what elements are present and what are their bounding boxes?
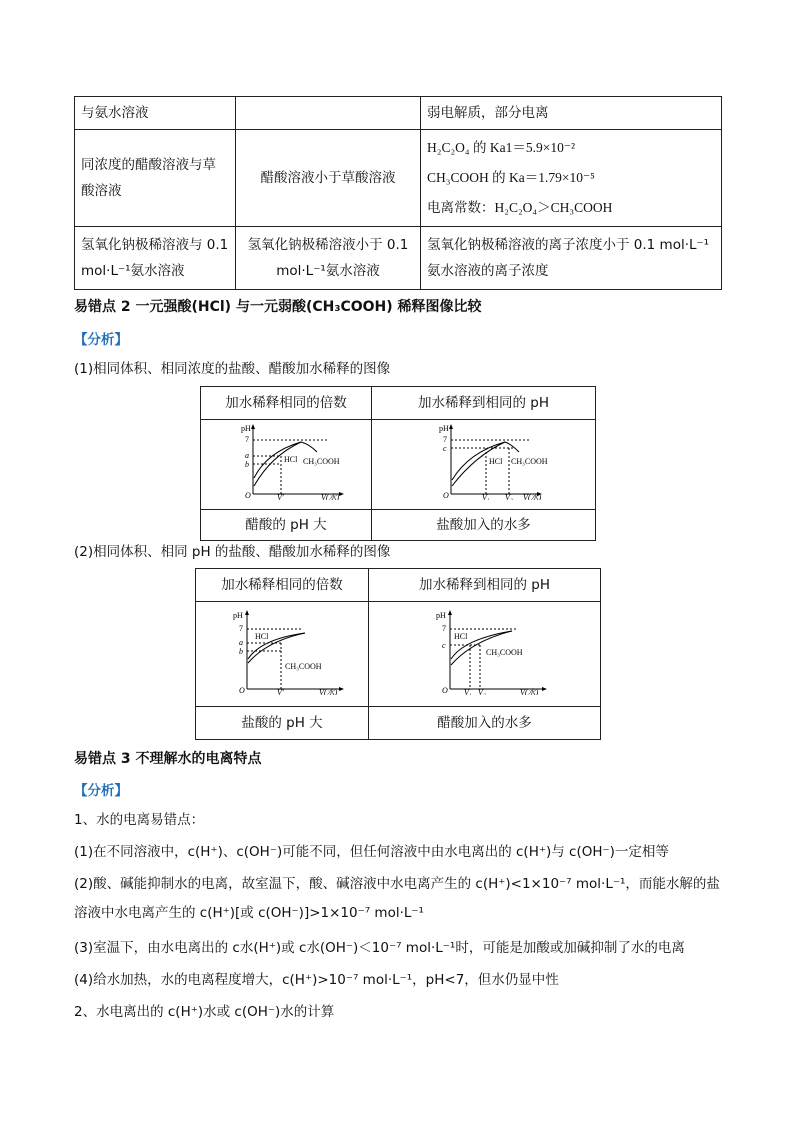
table-cell: 氢氧化钠极稀溶液的离子浓度小于 0.1 mol·L⁻¹氨水溶液的离子浓度 <box>421 227 722 290</box>
graph-table-1 <box>200 386 596 541</box>
dilution-graph <box>221 420 351 500</box>
analysis-label: 【分析】 <box>74 332 128 348</box>
series-label: HCl <box>488 457 502 466</box>
tick-label: V₁ <box>481 493 490 500</box>
series-label: HCl <box>284 455 298 464</box>
table-row <box>75 227 722 290</box>
ka-cell <box>421 130 722 227</box>
table-cell: 与氨水溶液 <box>75 97 236 130</box>
subsection-title: (2)相同体积、相同 pH 的盐酸、醋酸加水稀释的图像 <box>74 544 391 560</box>
origin-label: O <box>441 685 448 695</box>
graph-cell <box>372 420 596 510</box>
section-title: 易错点 2 一元强酸(HCl) 与一元弱酸(CH₃COOH) 稀释图像比较 <box>74 299 482 315</box>
series-label: CH₃COOH <box>485 647 523 657</box>
caption-cell: 盐酸的 pH 大 <box>196 707 369 740</box>
header-cell: 加水稀释到相同的 pH <box>372 387 596 420</box>
series-label: HCl <box>255 631 269 641</box>
ka-line: 电离常数：H₂C₂O₄＞CH₃COOH <box>427 200 613 215</box>
table-cell: 弱电解质，部分电离 <box>421 97 722 130</box>
tick-label: 7 <box>441 623 446 633</box>
axis-label: pH <box>233 610 243 620</box>
header-cell: 加水稀释相同的倍数 <box>201 387 372 420</box>
dilution-graph <box>420 605 550 695</box>
tick-label: b <box>239 646 243 656</box>
subsection-title: (1)相同体积、相同浓度的盐酸、醋酸加水稀释的图像 <box>74 361 391 377</box>
tick-label: 7 <box>442 435 447 444</box>
graph-cell <box>369 602 601 707</box>
table-cell <box>236 97 421 130</box>
header-cell: 加水稀释相同的倍数 <box>196 569 369 602</box>
table-cell: 同浓度的醋酸溶液与草酸溶液 <box>75 130 236 227</box>
header-cell: 加水稀释到相同的 pH <box>369 569 601 602</box>
series-label: HCl <box>453 631 467 641</box>
ka-line: CH₃COOH 的 Ka＝1.79×10⁻⁵ <box>427 170 595 185</box>
axis-label: pH <box>241 424 251 433</box>
tick-label: c <box>441 640 446 650</box>
tick-label: V₁ <box>463 687 472 695</box>
section-title: 易错点 3 不理解水的电离特点 <box>74 751 262 767</box>
table-row <box>196 602 601 707</box>
table-cell: 醋酸溶液小于草酸溶液 <box>236 130 421 227</box>
paragraph: 溶液中水电离产生的 c(H⁺)[或 c(OH⁻)]>1×10⁻⁷ mol·L⁻¹ <box>74 905 424 921</box>
tick-label: a <box>239 637 243 647</box>
tick-label: V₂ <box>477 687 486 695</box>
tick-label: 7 <box>239 623 243 633</box>
axis-label: pH <box>438 424 449 433</box>
table-row <box>75 97 722 130</box>
caption-cell: 醋酸的 pH 大 <box>201 510 372 541</box>
comparison-table <box>74 96 722 290</box>
origin-label: O <box>442 491 449 500</box>
axis-label: pH <box>435 610 446 620</box>
origin-label: O <box>245 491 251 500</box>
table-cell: 氢氧化钠极稀溶液与 0.1 mol·L⁻¹氨水溶液 <box>75 227 236 290</box>
caption-cell: 盐酸加入的水多 <box>372 510 596 541</box>
tick-label: 7 <box>245 435 249 444</box>
paragraph: (2)酸、碱能抑制水的电离，故室温下，酸、碱溶液中水电离产生的 c(H⁺)<1×10⁻⁷ mol·L⁻¹，而能水解的盐 <box>74 876 720 892</box>
table-row <box>196 569 601 602</box>
table-row <box>75 130 722 227</box>
axis-label: V(水) <box>519 687 538 695</box>
series-label: CH₃COOH <box>510 457 548 466</box>
paragraph: (1)在不同溶液中，c(H⁺)、c(OH⁻)可能不同，但任何溶液中由水电离出的 c(H⁺)与 c(OH⁻)一定相等 <box>74 844 669 860</box>
table-row <box>196 707 601 740</box>
paragraph: (4)给水加热，水的电离程度增大，c(H⁺)>10⁻⁷ mol·L⁻¹，pH<7，但水仍显中性 <box>74 972 559 988</box>
caption-cell: 醋酸加入的水多 <box>369 707 601 740</box>
graph-cell <box>201 420 372 510</box>
dilution-graph <box>419 420 549 500</box>
graph-cell <box>196 602 369 707</box>
ka-line: H₂C₂O₄ 的 Ka1＝5.9×10⁻² <box>427 140 576 155</box>
paragraph: 2、水电离出的 c(H⁺)水或 c(OH⁻)水的计算 <box>74 1004 335 1020</box>
tick-label: V′ <box>277 687 284 695</box>
series-label: CH₃COOH <box>303 457 340 466</box>
graph-table-2 <box>195 568 601 740</box>
table-cell: 氢氧化钠极稀溶液小于 0.1 mol·L⁻¹氨水溶液 <box>236 227 421 290</box>
paragraph: (3)室温下，由水电离出的 c水(H⁺)或 c水(OH⁻)＜10⁻⁷ mol·L⁻¹时，可能是加酸或加碱抑制了水的电离 <box>74 940 685 956</box>
axis-label: V(水) <box>321 493 340 500</box>
dilution-graph <box>217 605 347 695</box>
axis-label: V(水) <box>319 687 338 695</box>
series-label: CH₃COOH <box>285 661 322 671</box>
tick-label: b <box>245 460 249 469</box>
tick-label: V₂ <box>504 493 513 500</box>
table-row <box>201 420 596 510</box>
origin-label: O <box>239 685 245 695</box>
tick-label: V′ <box>277 493 284 500</box>
paragraph: 1、水的电离易错点： <box>74 812 205 828</box>
tick-label: c <box>442 444 447 453</box>
axis-label: V(水) <box>522 493 541 500</box>
table-row <box>201 510 596 541</box>
table-row <box>201 387 596 420</box>
tick-label: a <box>245 451 249 460</box>
analysis-label: 【分析】 <box>74 783 128 799</box>
